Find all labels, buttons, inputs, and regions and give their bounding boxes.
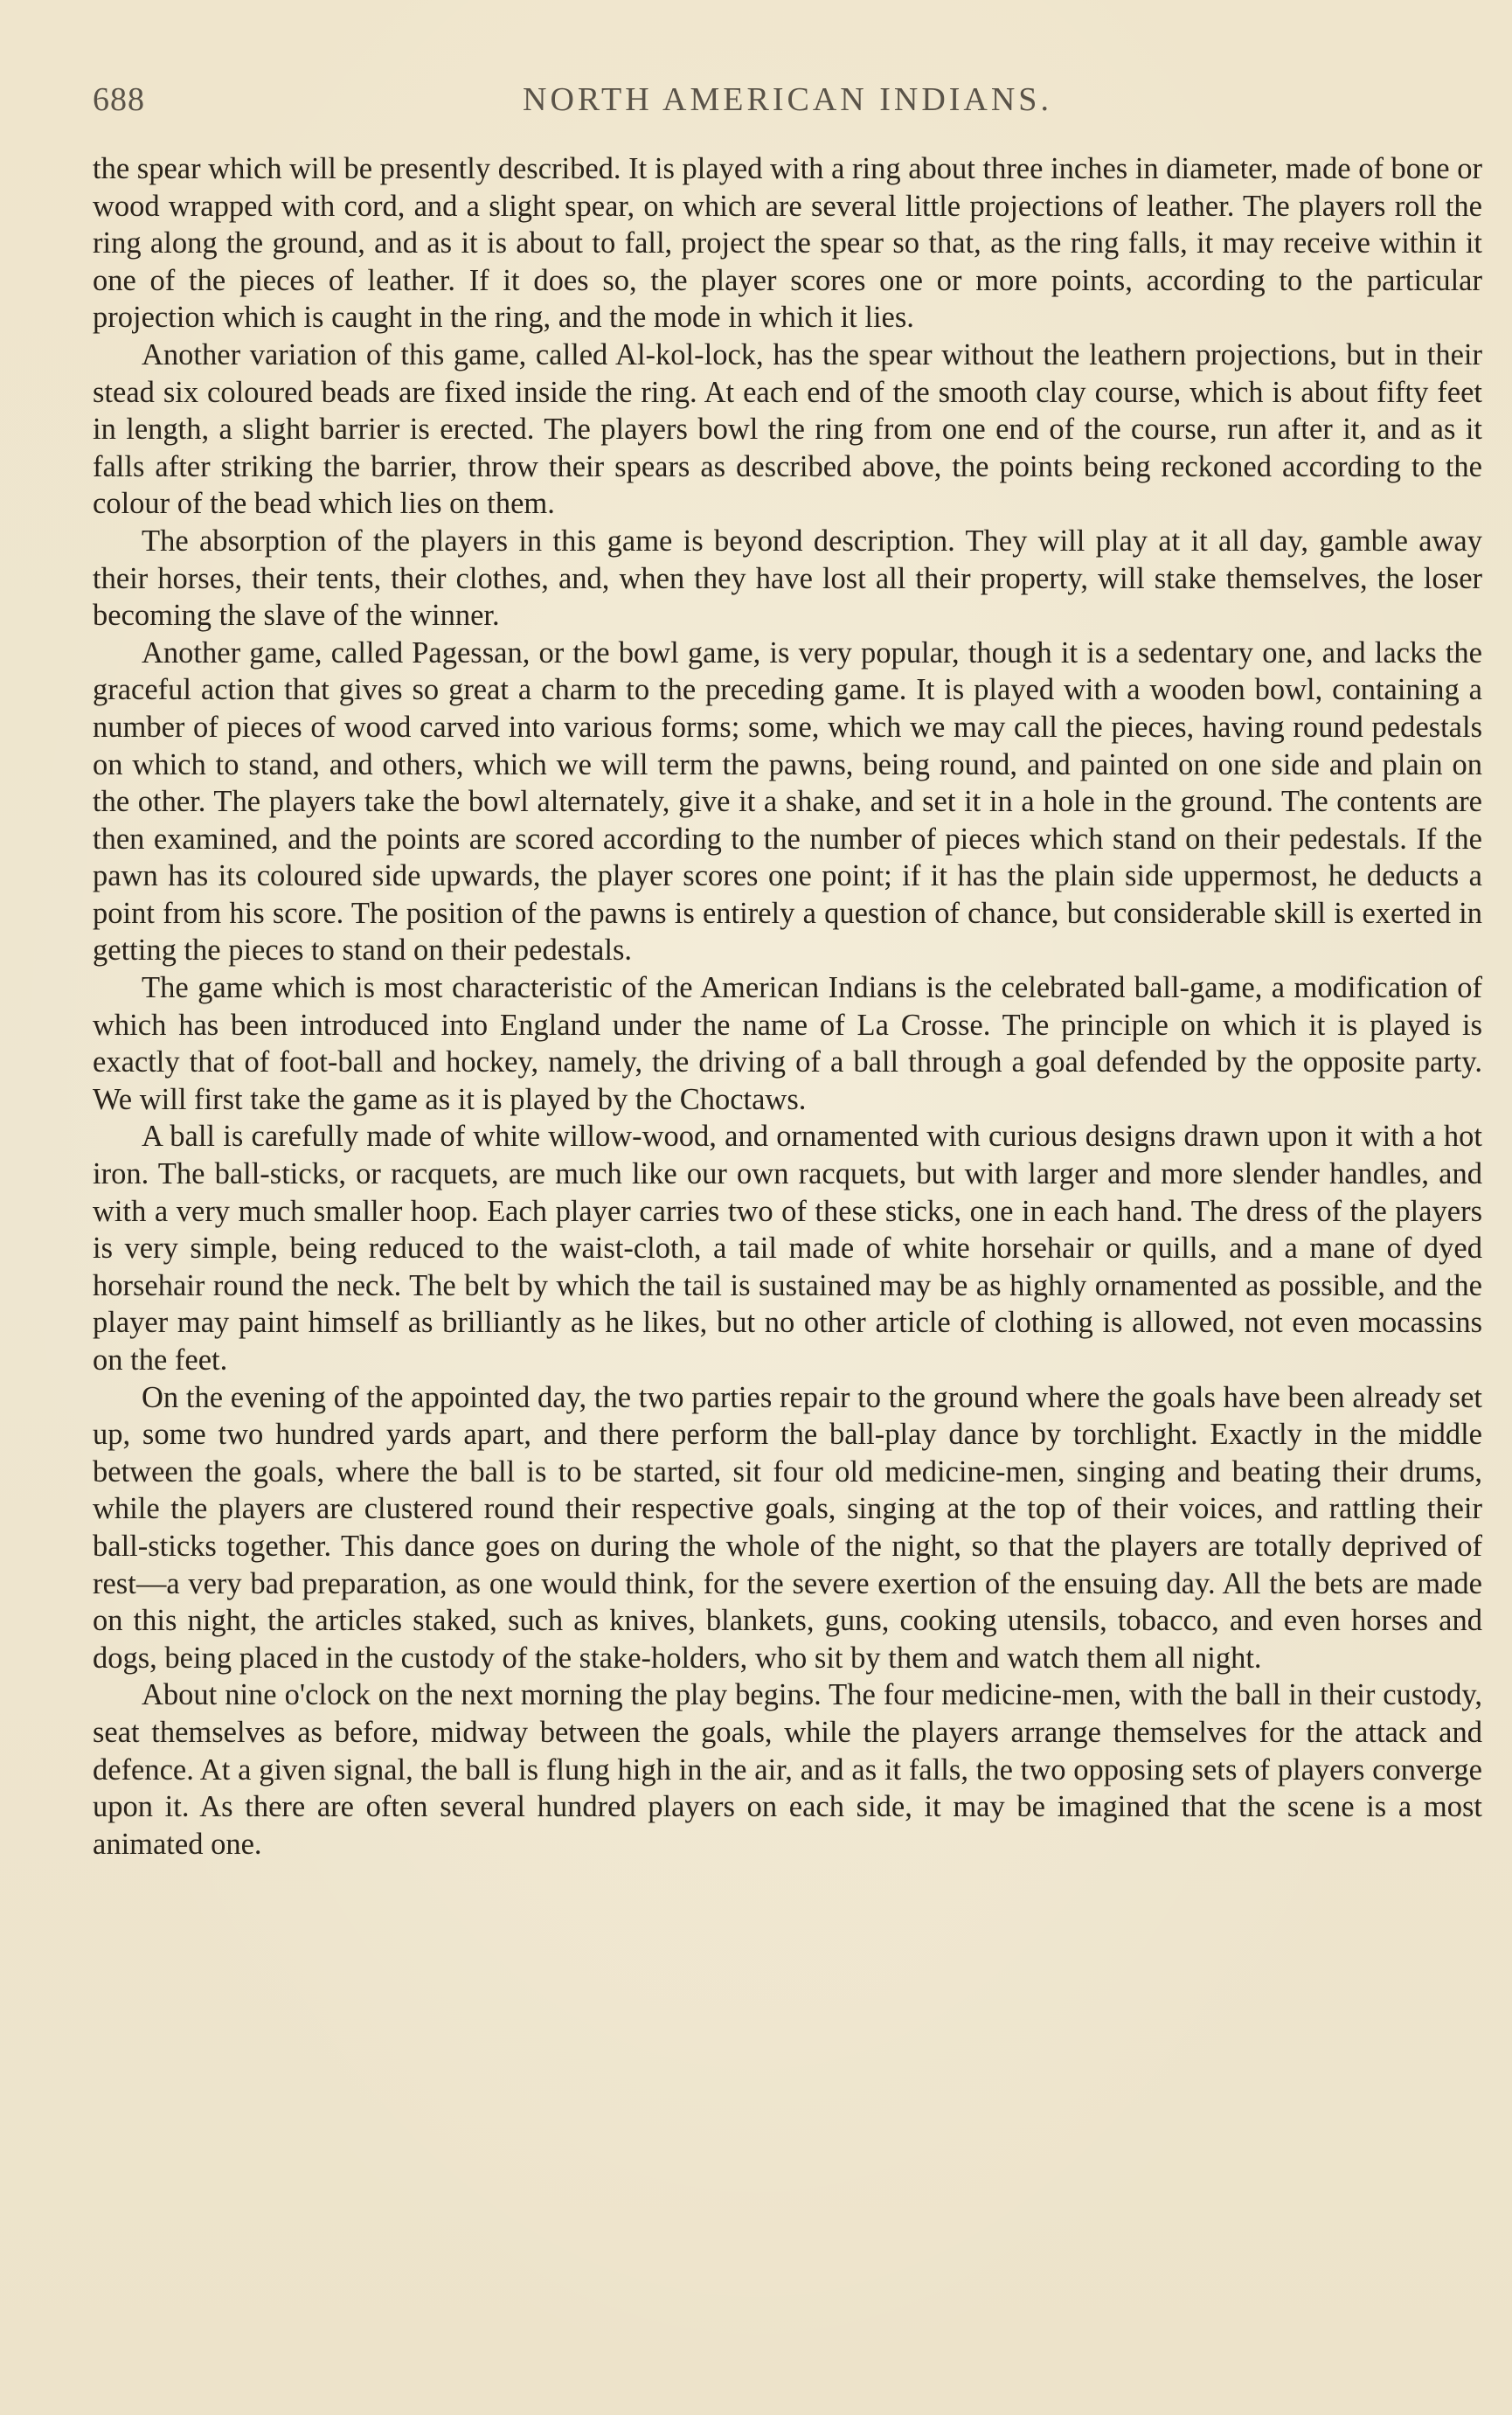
paragraph: A ball is carefully made of white willow-wood, and ornamented with curious designs drawn upon it with a hot iron. The ball-sticks, or racquets, are much like our own racquets, but with larger and more slender handles, and with a very much smaller hoop. Each player carries two of these sticks, one in each hand. The dress of the players is very simple, being reduced to the waist-cloth, a tail made of white horsehair or quills, and a mane of dyed horsehair round the neck. The belt by which the tail is sustained may be as highly ornamented as possible, and the player may paint himself as brilliantly as he likes, but no other article of clothing is allowed, not even mocassins on the feet. <box>93 1120 1482 1377</box>
paragraph-continued: the spear which will be presently described. It is played with a ring about three inches in diameter, made of bone or wood wrapped with cord, and a slight spear, on which are several little projections of leather. The players roll the ring along the ground, and as it is about to fall, project the spear so that, as the ring falls, it may receive within it one of the pieces of leather. If it does so, the player scores one or more points, according to the particular projection which is caught in the ring, and the mode in which it lies. <box>93 152 1482 335</box>
paragraph: The absorption of the players in this game is beyond description. They will play at it all day, gamble away their horses, their tents, their clothes, and, when they have lost all their property, will stake themselves, the loser becoming the slave of the winner. <box>93 524 1482 633</box>
paragraph: The game which is most characteristic of the American Indians is the celebrated ball-game, a modification of which has been introduced into England under the name of La Crosse. The principle on which it is played is exactly that of foot-ball and hockey, namely, the driving of a ball through a goal defended by the opposite party. We will first take the game as it is played by the Choctaws. <box>93 971 1482 1116</box>
paragraph: About nine o'clock on the next morning the play begins. The four medicine-men, with the ball in their custody, seat themselves as before, midway between the goals, while the players arrange themselves for the attack and defence. At a given signal, the ball is flung high in the air, and as it falls, the two opposing sets of players converge upon it. As there are often several hundred players on each side, it may be imagined that the scene is a most animated one. <box>93 1678 1482 1861</box>
page-number: 688 <box>93 81 145 118</box>
paragraph: On the evening of the appointed day, the two parties repair to the ground where the goals have been already set up, some two hundred yards apart, and there perform the ball-play dance by torchlight. Exactly in the middle between the goals, where the ball is to be started, sit four old medicine-men, singing and beating their drums, while the players are clustered round their respective goals, singing at the top of their voices, and rattling their ball-sticks together. This dance goes on during the whole of the night, so that the players are totally deprived of rest—a very bad preparation, as one would think, for the severe exertion of the ensuing day. All the bets are made on this night, the articles staked, such as knives, blankets, guns, cooking utensils, tobacco, and even horses and dogs, being placed in the custody of the stake-holders, who sit by them and watch them all night. <box>93 1380 1482 1675</box>
paragraph: Another variation of this game, called Al-kol-lock, has the spear without the leathern projections, but in their stead six coloured beads are fixed inside the ring. At each end of the smooth clay course, which is about fifty feet in length, a slight barrier is erected. The players bowl the ring from one end of the course, run after it, and as it falls after striking the barrier, throw their spears as described above, the points being reckoned according to the colour of the bead which lies on them. <box>93 337 1482 521</box>
paragraph: Another game, called Pagessan, or the bowl game, is very popular, though it is a sedentary one, and lacks the graceful action that gives so great a charm to the preceding game. It is played with a wooden bowl, containing a number of pieces of wood carved into various forms; some, which we may call the pieces, having round pedestals on which to stand, and others, which we will term the pawns, being round, and painted on one side and plain on the other. The players take the bowl alternately, give it a shake, and set it in a hole in the ground. The contents are then examined, and the points are scored according to the number of pieces which stand on their pedestals. If the pawn has its coloured side upwards, the player scores one point; if it has the plain side uppermost, he deducts a point from his score. The position of the pawns is entirely a question of chance, but considerable skill is exerted in getting the pieces to stand on their pedestals. <box>93 635 1482 968</box>
page-header <box>93 80 1482 124</box>
running-head: NORTH AMERICAN INDIANS. <box>523 81 1052 118</box>
body-text <box>93 150 1482 1863</box>
